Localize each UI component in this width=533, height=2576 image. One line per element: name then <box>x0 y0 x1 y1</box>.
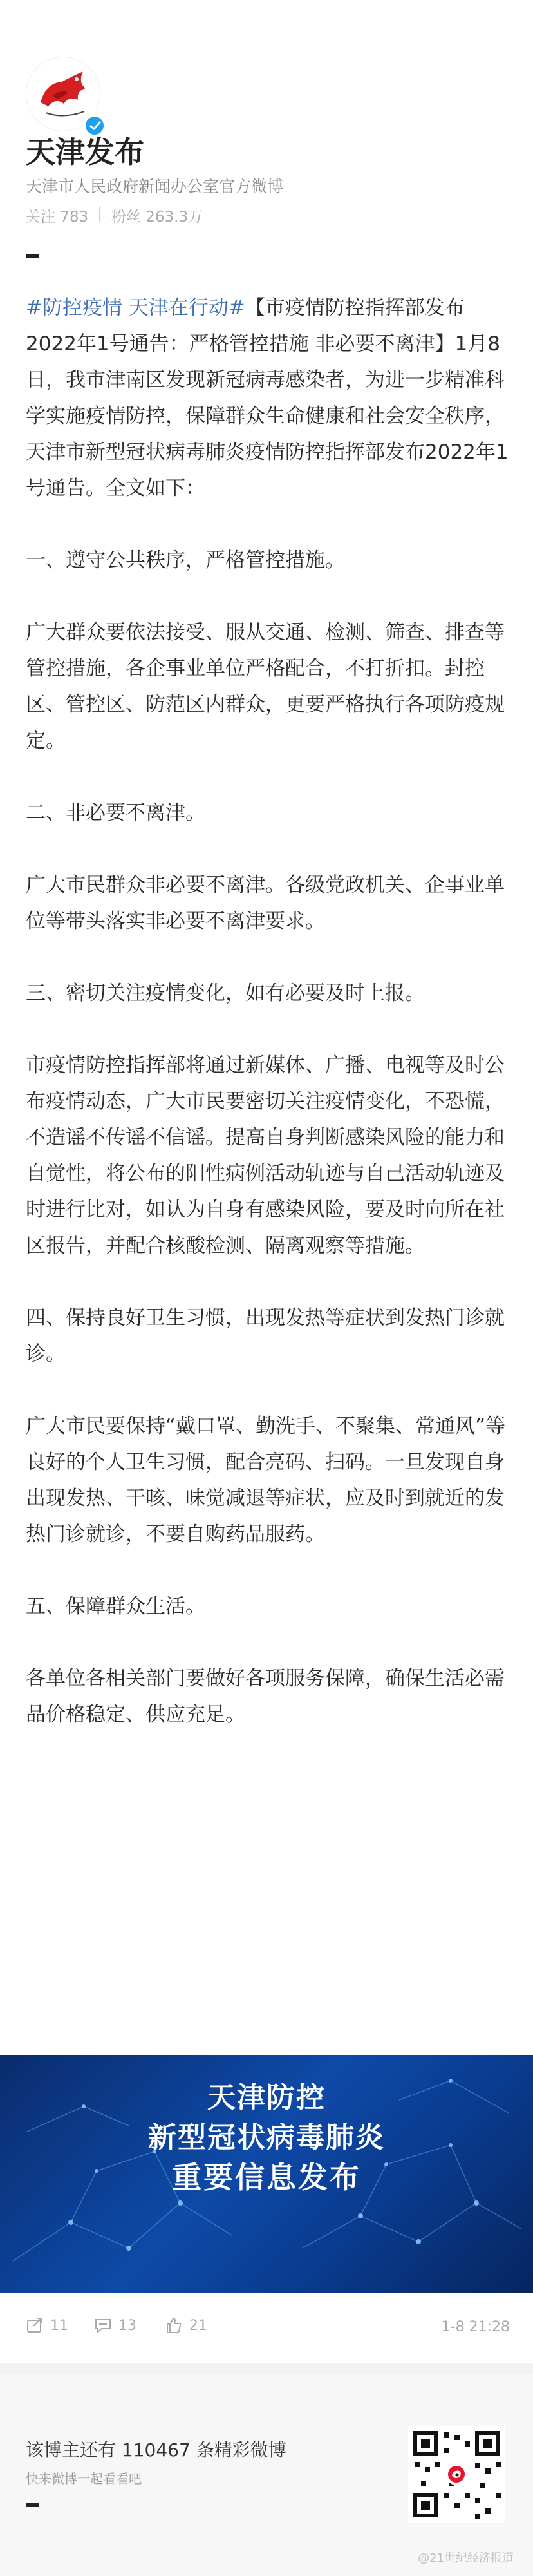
repost-button[interactable] <box>26 2316 68 2334</box>
following-count[interactable]: 关注 783 <box>26 209 89 225</box>
post-intro-text: 【市疫情防控指挥部发布2022年1号通告：严格管控措施 非必要不离津】1月8日，我市津南区发现新冠病毒感染者，为进一步精准科学实施疫情防控，保障群众生命健康和社会安全秩序， 天津市新型冠状病毒肺炎疫情防控指挥部发布2022年1号通告。全文如下： <box>26 296 509 500</box>
like-button[interactable] <box>165 2316 207 2334</box>
section-divider <box>0 2363 533 2374</box>
post-timestamp: 1-8 21:28 <box>441 2319 510 2335</box>
watermark-text: @21世纪经济报道 <box>418 2552 514 2565</box>
qr-code-icon[interactable] <box>408 2426 505 2523</box>
banner-line-1: 天津防控 <box>207 2081 326 2114</box>
hashtag-link[interactable]: #防控疫情 天津在行动# <box>26 296 245 320</box>
post-paragraph: 广大市民群众非必要不离津。各级党政机关、企事业单位等带头落实非必要不离津要求。 <box>26 873 505 933</box>
repost-icon <box>26 2316 44 2334</box>
post-paragraph: 二、非必要不离津。 <box>26 801 205 825</box>
like-count: 21 <box>189 2317 207 2334</box>
repost-count: 11 <box>50 2317 68 2334</box>
comment-count: 13 <box>118 2317 136 2334</box>
profile-name[interactable]: 天津发布 <box>26 135 144 169</box>
stats-separator: | <box>97 205 102 222</box>
profile-header <box>0 0 533 271</box>
section-divider-mark <box>26 254 39 258</box>
like-icon <box>165 2316 183 2334</box>
banner-line-2: 新型冠状病毒肺炎 <box>148 2121 385 2154</box>
followers-count[interactable]: 粉丝 263.3万 <box>111 209 203 225</box>
post-paragraph: 市疫情防控指挥部将通过新媒体、广播、电视等及时公布疫情动态，广大市民要密切关注疫情变化，不恐慌，不造谣不传谣不信谣。提高自身判断感染风险的能力和自觉性，将公布的阳性病例活动轨迹与自己活动轨迹及时进行比对，如认为自身有感染风险，要及时向所在社区报告，并配合核酸检测、隔离观察等措施。 <box>26 1054 505 1257</box>
post-body <box>26 290 510 1769</box>
banner-line-3: 重要信息发布 <box>172 2160 361 2195</box>
post-paragraph: 四、保持良好卫生习惯，出现发热等症状到发热门诊就诊。 <box>26 1306 505 1366</box>
post-image-banner[interactable] <box>0 2055 533 2293</box>
more-posts-title: 该博主还有 110467 条精彩微博 <box>26 2439 286 2461</box>
post-paragraph: 广大市民要保持“戴口罩、勤洗手、不聚集、常通风”等良好的个人卫生习惯，配合亮码、扫码。一旦发现自身出现发热、干咳、味觉减退等症状，应及时到就近的发热门诊就诊，不要自购药品服药。 <box>26 1415 506 1546</box>
post-paragraph: 广大群众要依法接受、服从交通、检测、筛查、排查等管控措施，各企事业单位严格配合，不打折扣。封控区、管控区、防范区内群众，更要严格执行各项防疫规定。 <box>26 621 505 752</box>
post-paragraph: 各单位各相关部门要做好各项服务保障，确保生活必需品价格稳定、供应充足。 <box>26 1667 505 1726</box>
comment-icon <box>94 2316 112 2334</box>
profile-description: 天津市人民政府新闻办公室官方微博 <box>26 177 284 196</box>
profile-stats <box>26 205 203 226</box>
more-posts-section[interactable] <box>0 2374 533 2576</box>
post-actions <box>26 2316 510 2342</box>
post-paragraph: 五、保障群众生活。 <box>26 1595 205 1618</box>
section-divider-mark <box>26 2503 39 2507</box>
post-intro <box>26 290 510 506</box>
comment-button[interactable] <box>94 2316 136 2334</box>
post-paragraph: 一、遵守公共秩序，严格管控措施。 <box>26 549 345 572</box>
post-paragraph: 三、密切关注疫情变化，如有必要及时上报。 <box>26 982 425 1005</box>
more-posts-subtitle: 快来微博一起看看吧 <box>26 2471 142 2486</box>
